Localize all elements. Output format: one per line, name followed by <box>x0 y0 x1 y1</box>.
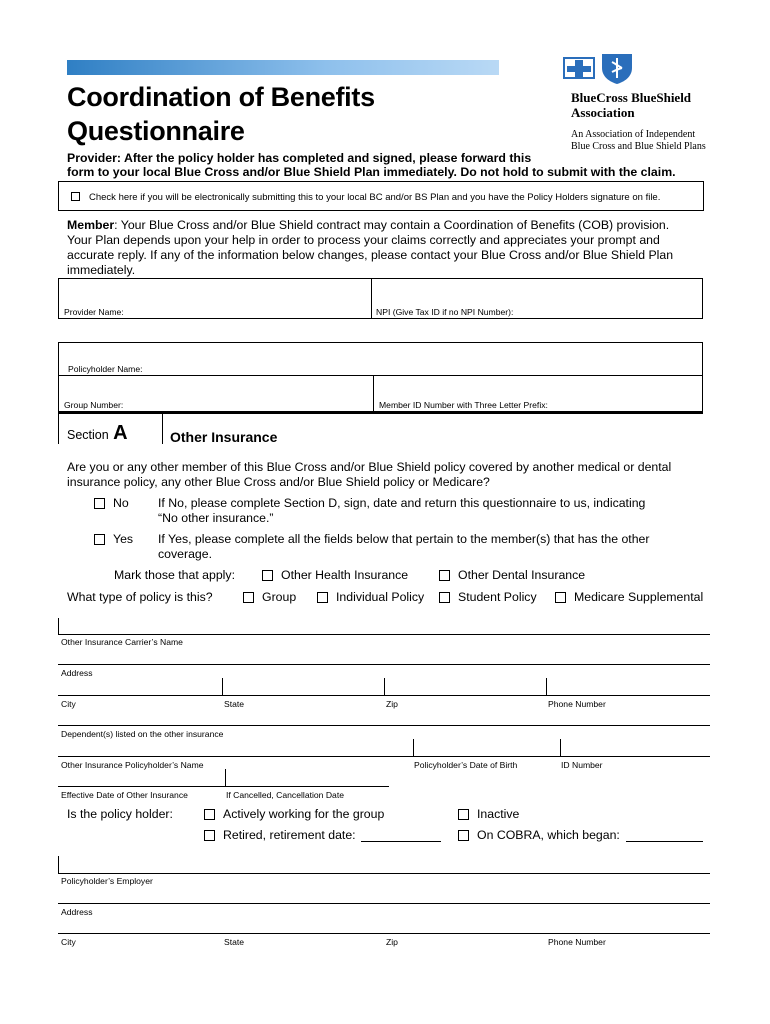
employer-phone-field[interactable]: Phone Number <box>548 937 606 947</box>
yes-instructions-line-2: coverage. <box>158 547 213 561</box>
other-health-label: Other Health Insurance <box>281 568 409 582</box>
member-note-line-1: : Your Blue Cross and/or Blue Shield contract may contain a Coordination of Benefits (COB) provision. <box>114 218 670 232</box>
provider-note-line-2: form to your local Blue Cross and/or Blue Shield Plan immediately. Do not hold to submit with the claim. <box>67 165 676 179</box>
logo-sub-line-2: Blue Cross and Blue Shield Plans <box>571 141 706 152</box>
member-note-line-4: immediately. <box>67 263 136 277</box>
policyholder-dob-field[interactable]: Policyholder’s Date of Birth <box>414 760 518 770</box>
state-field[interactable]: State <box>224 699 245 709</box>
policy-type-label: What type of policy is this? <box>67 590 213 604</box>
yes-instructions-line-1: If Yes, please complete all the fields below that pertain to the member(s) that has the other <box>158 532 650 546</box>
electronic-submission-text: Check here if you will be electronically submitting this to your local BC and/or BS Plan and you have the Policy Holders signature on file. <box>89 192 661 203</box>
policyholder-name-field[interactable]: Policyholder Name: <box>68 364 143 374</box>
retired-label: Retired, retirement date: <box>223 828 356 842</box>
section-letter: A <box>113 422 128 444</box>
no-instructions-line-1: If No, please complete Section D, sign, date and return this questionnaire to us, indicating <box>158 496 646 510</box>
divider <box>58 634 710 635</box>
logo-subtitle <box>571 129 706 153</box>
divider <box>162 414 163 444</box>
no-instructions-line-2: “No other insurance.” <box>158 511 274 525</box>
cobra-label: On COBRA, which began: <box>477 828 620 842</box>
address-field[interactable]: Address <box>61 668 93 678</box>
employer-state-field[interactable]: State <box>224 937 245 947</box>
retired-checkbox[interactable] <box>204 830 215 841</box>
divider <box>58 903 710 904</box>
header-color-bar <box>67 60 499 75</box>
provider-name-field[interactable]: Provider Name: <box>64 307 124 317</box>
member-note-line-3: accurate reply. If any of the information below changes, please contact your Blue Cross and/or Blue Shield Plan <box>67 248 674 262</box>
id-number-field[interactable]: ID Number <box>561 760 603 770</box>
member-note-line-2: Your Plan depends upon your help in order to process your claims correctly and appreciates your prompt and <box>67 233 660 247</box>
divider <box>58 412 703 414</box>
employer-city-field[interactable]: City <box>61 937 76 947</box>
student-label: Student Policy <box>458 590 537 604</box>
other-dental-label: Other Dental Insurance <box>458 568 586 582</box>
divider <box>384 678 385 695</box>
bcbs-logo-icon <box>562 50 638 91</box>
divider <box>58 856 59 873</box>
cobra-checkbox[interactable] <box>458 830 469 841</box>
active-checkbox[interactable] <box>204 809 215 820</box>
electronic-submission-box <box>58 181 704 211</box>
active-label: Actively working for the group <box>223 807 385 821</box>
title-line-1: Coordination of Benefits <box>67 82 375 112</box>
inactive-checkbox[interactable] <box>458 809 469 820</box>
electronic-submission-checkbox[interactable] <box>71 192 80 201</box>
dependents-field[interactable]: Dependent(s) listed on the other insurance <box>61 729 224 739</box>
student-checkbox[interactable] <box>439 592 450 603</box>
divider <box>222 678 223 695</box>
group-checkbox[interactable] <box>243 592 254 603</box>
logo-name <box>571 90 691 120</box>
divider <box>58 414 59 444</box>
cobra-date-input[interactable] <box>626 841 703 842</box>
medicare-checkbox[interactable] <box>555 592 566 603</box>
group-number-field[interactable]: Group Number: <box>64 400 124 410</box>
divider <box>58 725 710 726</box>
yes-checkbox[interactable] <box>94 534 105 545</box>
npi-field[interactable]: NPI (Give Tax ID if no NPI Number): <box>376 307 514 317</box>
divider <box>413 739 414 756</box>
coverage-question-line-2: insurance policy, any other Blue Cross and/or Blue Shield policy or Medicare? <box>67 475 490 489</box>
divider <box>373 375 374 412</box>
coverage-question-line-1: Are you or any other member of this Blue Cross and/or Blue Shield policy covered by another medical or dental <box>67 460 672 474</box>
divider <box>58 618 59 634</box>
logo-sub-line-1: An Association of Independent <box>571 129 696 140</box>
individual-checkbox[interactable] <box>317 592 328 603</box>
other-policyholder-name-field[interactable]: Other Insurance Policyholder’s Name <box>61 760 204 770</box>
divider <box>371 278 372 319</box>
other-health-checkbox[interactable] <box>262 570 273 581</box>
no-checkbox[interactable] <box>94 498 105 509</box>
inactive-label: Inactive <box>477 807 520 821</box>
divider <box>58 756 710 757</box>
divider <box>58 375 703 376</box>
phone-field[interactable]: Phone Number <box>548 699 606 709</box>
divider <box>225 769 226 786</box>
employer-zip-field[interactable]: Zip <box>386 937 398 947</box>
section-word: Section <box>67 428 109 442</box>
zip-field[interactable]: Zip <box>386 699 398 709</box>
cancellation-date-field[interactable]: If Cancelled, Cancellation Date <box>226 790 344 800</box>
provider-note-line-1: Provider: After the policy holder has completed and signed, please forward this <box>67 151 532 165</box>
employer-address-field[interactable]: Address <box>61 907 93 917</box>
member-note-bold: Member <box>67 218 115 232</box>
divider <box>58 873 710 874</box>
employer-field[interactable]: Policyholder’s Employer <box>61 876 153 886</box>
city-field[interactable]: City <box>61 699 76 709</box>
divider <box>58 933 710 934</box>
logo-name-line-1: BlueCross BlueShield <box>571 90 692 105</box>
effective-date-field[interactable]: Effective Date of Other Insurance <box>61 790 188 800</box>
holder-status-label: Is the policy holder: <box>67 807 173 821</box>
divider <box>58 786 389 787</box>
section-a-label <box>67 422 128 445</box>
yes-label: Yes <box>113 532 134 546</box>
mark-apply-label: Mark those that apply: <box>114 568 235 582</box>
medicare-label: Medicare Supplemental <box>574 590 704 604</box>
individual-label: Individual Policy <box>336 590 425 604</box>
page-title <box>67 80 375 148</box>
carrier-name-field[interactable]: Other Insurance Carrier’s Name <box>61 637 183 647</box>
member-note <box>67 218 707 278</box>
provider-note <box>67 151 676 179</box>
member-id-field[interactable]: Member ID Number with Three Letter Prefix: <box>379 400 548 410</box>
divider <box>58 695 710 696</box>
group-label: Group <box>262 590 297 604</box>
no-label: No <box>113 496 129 510</box>
title-line-2: Questionnaire <box>67 116 245 146</box>
divider <box>560 739 561 756</box>
divider <box>58 664 710 665</box>
divider <box>546 678 547 695</box>
retirement-date-input[interactable] <box>361 841 441 842</box>
other-dental-checkbox[interactable] <box>439 570 450 581</box>
section-a-title: Other Insurance <box>170 429 278 445</box>
logo-name-line-2: Association <box>571 105 635 120</box>
